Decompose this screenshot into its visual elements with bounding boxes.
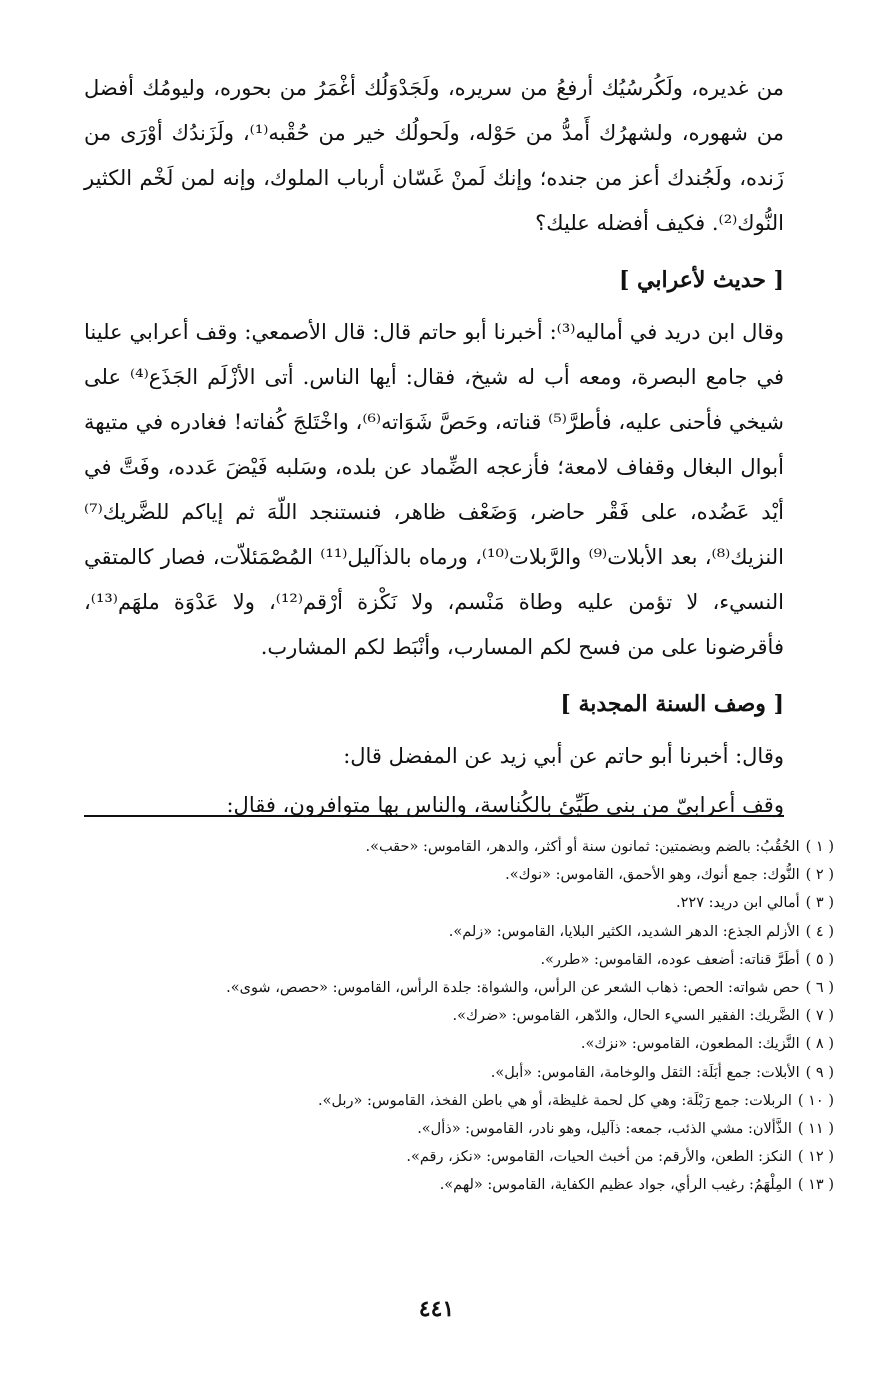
footnote-item — [84, 1087, 834, 1115]
footnote-number: ( ٨ ) — [805, 1036, 834, 1053]
paragraph-praise: من غديره، ولَكُرسُيُك أرفعُ من سريره، ولَجَدْوَلُك أغْمَرُ من بحوره، وليومُك أفضل من شهوره، ولشهرُك أَمدُّ من حَوْله، ولَحولُك خير من حُقْبه⁽¹⁾، ولَزَندُك أوْرَى من زَنده، ولَجُندك أعز من جنده؛ وإنك لَمنْ غَسّان أرباب الملوك، وإنه لمن لَخْم الكثير النُّوك⁽²⁾. فكيف أفضله عليك؟ — [84, 76, 784, 235]
footnote-text: أطَرَّ قناته: أضعف عوده، القاموس: «طرر». — [540, 951, 800, 968]
page-number: ٤٤١ — [418, 1296, 455, 1322]
footnote-item — [84, 889, 834, 917]
footnote-separator — [84, 815, 784, 817]
footnote-text: الأزلم الجذع: الدهر الشديد، الكثير البلايا، القاموس: «زلم». — [448, 923, 800, 940]
footnote-item — [84, 918, 834, 946]
footnote-number: ( ١ ) — [805, 839, 834, 855]
footnote-item — [84, 1143, 834, 1171]
footnote-number: ( ١٣ ) — [797, 1177, 834, 1194]
footnote-text: الضَّريك: الفقير السيء الحال، والدّهر، القاموس: «ضرك». — [452, 1008, 800, 1025]
footnote-item — [84, 1030, 834, 1058]
footnote-text: الأبلات: جمع أبَلَة: الثقل والوخامة، القاموس: «أبل». — [490, 1064, 800, 1081]
footnotes-list — [84, 833, 834, 1200]
footnote-number: ( ١٠ ) — [797, 1092, 834, 1109]
paragraph-bedouin-speech: وقال ابن دريد في أماليه⁽³⁾: أخبرنا أبو حاتم قال: قال الأصمعي: وقف أعرابي علينا في جامع البصرة، ومعه أب له شيخ، فقال: أيها الناس. أتى الأزْلَم الجَذَع⁽⁴⁾ على شيخي فأحنى عليه، فأطرَّ⁽⁵⁾ قناته، وحَصَّ شَوَاته⁽⁶⁾، واخْتَلجَ كُفاته! فغادره في متيهة أبوال البغال وقفاف لامعة؛ فأزعجه الضِّماد عن بلده، وسَلبه فَيْضَ عَدده، وفَتَّ في أيْد عَضُده، على فَقْر حاضر، وَضَعْف ظاهر، فنستنجد اللّهَ ثم إياكم للضَّريك⁽⁷⁾ النزيك⁽⁸⁾، بعد الأبلات⁽⁹⁾ والرَّبلات⁽¹⁰⁾، ورماه بالذآليل⁽¹¹⁾ المُصْمَئلاّت، فصار كالمتقي النسيء، لا تؤمن عليه وطاة مَنْسم، ولا نَكْزة أرْقم⁽¹²⁾، ولا عَدْوَة ملهَم⁽¹³⁾، فأقرضونا على من فسح لكم المسارب، وأنْبَط لكم المشارب. — [84, 320, 785, 659]
footnote-item — [84, 861, 834, 889]
footnote-item — [84, 974, 834, 1002]
footnote-number: ( ٣ ) — [805, 895, 834, 912]
footnote-item — [84, 946, 834, 974]
footnote-text: الذَّألان: مشي الذئب، جمعه: ذآليل، وهو نادر، القاموس: «ذأل». — [417, 1121, 792, 1138]
section-heading-bedouin-speech: [ حديث لأعرابي ] — [618, 267, 784, 293]
footnote-text: أمالي ابن دريد: ٢٢٧. — [676, 895, 800, 912]
footnote-number: ( ١١ ) — [797, 1121, 834, 1138]
footnote-number: ( ٤ ) — [805, 923, 834, 940]
footnote-text: الحُقُبُ: بالضم وبضمتين: ثمانون سنة أو أكثر، والدهر، القاموس: «حقب». — [365, 839, 800, 855]
footnote-text: النكز: الطعن، والأرقم: من أخبث الحيات، القاموس: «نكز، رقم». — [406, 1149, 792, 1166]
paragraph-bedouin-stood: وقف أعرابيّ من بني طَيِّئ بالكُناسة، والناس بها متوافرون، فقال: — [226, 793, 784, 817]
footnote-number: ( ٦ ) — [805, 980, 834, 997]
footnote-number: ( ٢ ) — [805, 867, 834, 884]
footnote-text: النُّوك: جمع أنوك، وهو الأحمق، القاموس: «نوك». — [505, 867, 800, 884]
section-heading-drought-year: [ وصف السنة المجدبة ] — [560, 691, 784, 717]
footnote-number: ( ٩ ) — [805, 1064, 834, 1081]
footnote-text: النَّزيك: المطعون، القاموس: «نزك». — [580, 1036, 800, 1053]
footnote-number: ( ٥ ) — [805, 951, 834, 968]
footnote-item — [84, 1115, 834, 1143]
footnote-text: المِلْهَمُ: رغيب الرأي، جواد عظيم الكفاية، القاموس: «لهم». — [439, 1177, 792, 1194]
footnote-text: حص شواته: الحص: ذهاب الشعر عن الرأس، والشواة: جلدة الرأس، القاموس: «حصص، شوى». — [226, 980, 800, 997]
footnote-number: ( ٧ ) — [805, 1008, 834, 1025]
paragraph-narration-chain: وقال: أخبرنا أبو حاتم عن أبي زيد عن المفضل قال: — [343, 744, 784, 768]
footnote-item — [84, 833, 834, 861]
footnote-item — [84, 1059, 834, 1087]
footnote-item — [84, 1171, 834, 1199]
footnote-number: ( ١٢ ) — [797, 1149, 834, 1166]
footnote-item — [84, 1002, 834, 1030]
footnote-text: الربلات: جمع رَبْلَة: وهي كل لحمة غليظة، أو هي باطن الفخذ، القاموس: «ربل». — [318, 1092, 792, 1109]
main-text — [84, 66, 784, 828]
